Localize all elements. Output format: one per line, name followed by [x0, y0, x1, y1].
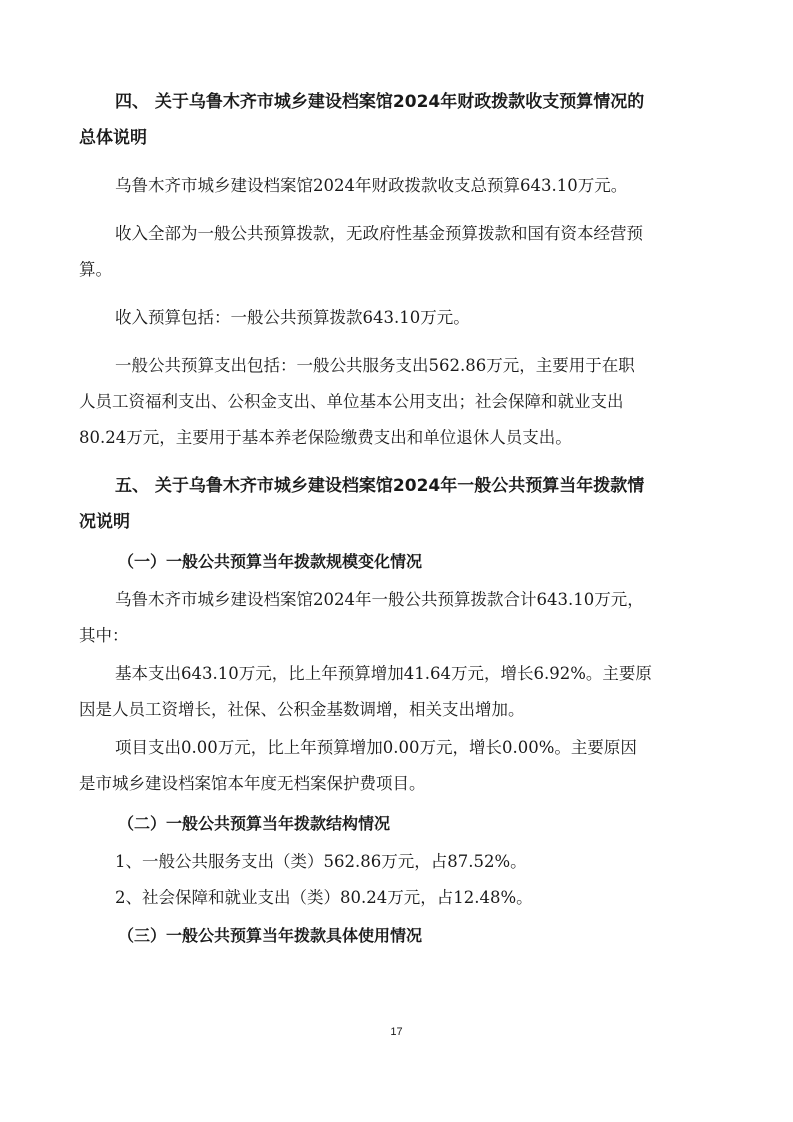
paragraph-cont: 其中：: [79, 626, 129, 645]
paragraph-cont: 是市城乡建设档案馆本年度无档案保护费项目。: [79, 774, 426, 793]
paragraph: 基本支出643.10万元，比上年预算增加41.64万元，增长6.92%。主要原: [115, 664, 652, 683]
section4-heading: 四、 关于乌鲁木齐市城乡建设档案馆2024年财政拨款收支预算情况的: [115, 92, 645, 112]
paragraph: 项目支出0.00万元，比上年预算增加0.00万元，增长0.00%。主要原因: [115, 738, 637, 757]
section5-heading: 五、 关于乌鲁木齐市城乡建设档案馆2024年一般公共预算当年拨款情: [115, 476, 645, 496]
paragraph-cont: 80.24万元，主要用于基本养老保险缴费支出和单位退休人员支出。: [79, 428, 572, 447]
paragraph-cont: 算。: [79, 260, 112, 279]
paragraph: 乌鲁木齐市城乡建设档案馆2024年财政拨款收支总预算643.10万元。: [115, 176, 628, 195]
paragraph-cont: 因是人员工资增长，社保、公积金基数调增，相关支出增加。: [79, 700, 525, 719]
paragraph: 收入全部为一般公共预算拨款，无政府性基金预算拨款和国有资本经营预: [115, 224, 643, 243]
list-item: 1、一般公共服务支出（类）562.86万元，占87.52%。: [115, 852, 527, 871]
section5-heading-cont: 况说明: [79, 512, 130, 532]
paragraph: 乌鲁木齐市城乡建设档案馆2024年一般公共预算拨款合计643.10万元，: [115, 590, 644, 609]
paragraph: 收入预算包括：一般公共预算拨款643.10万元。: [115, 308, 470, 327]
section4-heading-cont: 总体说明: [79, 128, 147, 148]
subsection-title: （二）一般公共预算当年拨款结构情况: [118, 814, 391, 833]
paragraph-cont: 人员工资福利支出、公积金支出、单位基本公用支出；社会保障和就业支出: [79, 392, 624, 411]
subsection-title: （三）一般公共预算当年拨款具体使用情况: [118, 926, 423, 945]
paragraph: 一般公共预算支出包括：一般公共服务支出562.86万元，主要用于在职: [115, 356, 635, 375]
list-item: 2、社会保障和就业支出（类）80.24万元，占12.48%。: [115, 888, 533, 907]
subsection-title: （一）一般公共预算当年拨款规模变化情况: [118, 552, 423, 571]
page-number: 17: [390, 1026, 403, 1038]
